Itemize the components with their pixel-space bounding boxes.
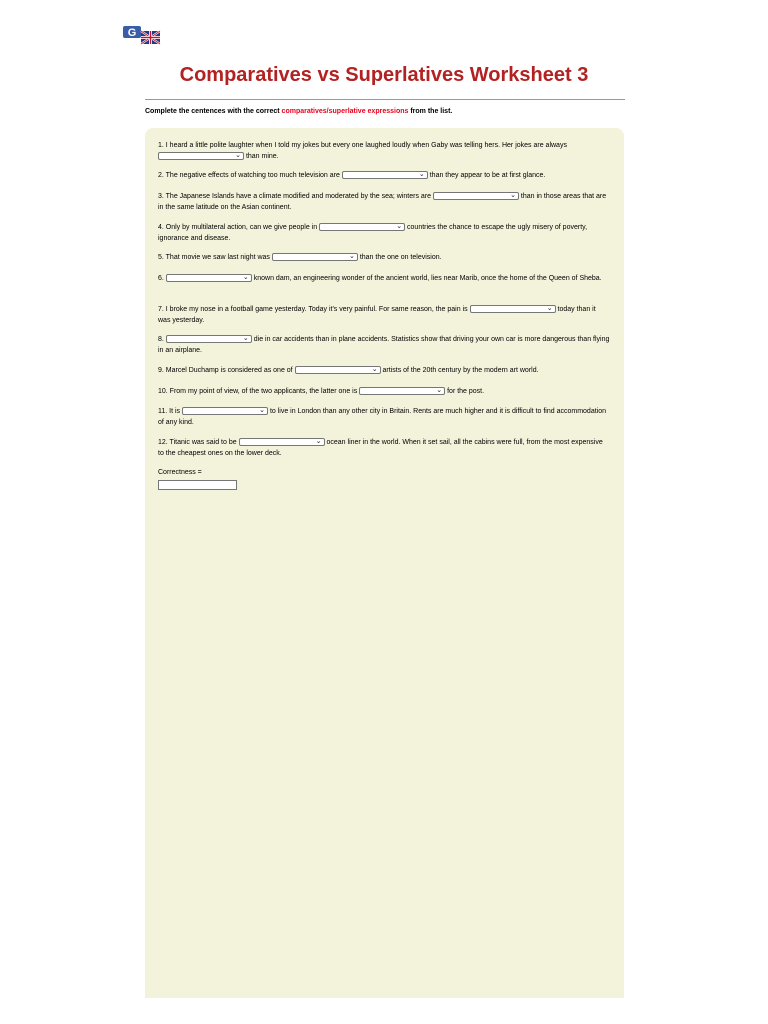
- question-6: [158, 274, 610, 285]
- question-text: 1. I heard a little polite laughter when I told my jokes but every one laughed loudly when Gaby was telling hers. Her jokes are always: [158, 142, 567, 149]
- question-9: [158, 366, 610, 377]
- question-10: [158, 387, 610, 398]
- answer-select-5[interactable]: [272, 253, 358, 261]
- question-11: [158, 407, 610, 428]
- question-12: [158, 438, 610, 459]
- question-text-end: artists of the 20th century by the modern art world.: [380, 367, 539, 374]
- question-2: [158, 171, 610, 182]
- chevron-down-icon: ⌄: [436, 387, 443, 395]
- question-text-end: for the post.: [445, 388, 485, 395]
- instructions-text: Complete the centences with the correct: [145, 108, 282, 115]
- question-text: 8.: [158, 336, 166, 343]
- question-text-end: than the one on television.: [357, 254, 442, 261]
- chevron-down-icon: ⌄: [242, 335, 249, 343]
- chevron-down-icon: ⌄: [371, 366, 378, 374]
- question-text: 4. Only by multilateral action, can we give people in: [158, 224, 320, 231]
- question-text: 10. From my point of view, of the two applicants, the latter one is: [158, 388, 360, 395]
- instructions: [145, 108, 625, 115]
- answer-select-3[interactable]: [433, 192, 519, 200]
- question-text: 6.: [158, 275, 166, 282]
- answer-select-7[interactable]: [470, 305, 556, 313]
- answer-select-8[interactable]: [166, 335, 252, 343]
- chevron-down-icon: ⌄: [396, 223, 403, 231]
- answer-select-11[interactable]: [182, 407, 268, 415]
- correctness-label: Correctness =: [158, 469, 202, 476]
- instructions-text-end: from the list.: [408, 108, 453, 115]
- question-8: [158, 335, 610, 356]
- question-text-end: die in car accidents than in plane accidents. Statistics show that driving your own car is more dangerous than flying in an airplane.: [158, 336, 610, 354]
- chevron-down-icon: ⌄: [546, 305, 553, 313]
- chevron-down-icon: ⌄: [259, 407, 265, 415]
- title-divider: [145, 99, 625, 100]
- answer-select-1[interactable]: [158, 152, 244, 160]
- answer-select-2[interactable]: [342, 171, 428, 179]
- question-text: 7. I broke my nose in a football game yesterday. Today it's very painful. For same reason, the pain is: [158, 306, 470, 313]
- question-text: 3. The Japanese Islands have a climate modified and moderated by the sea; winters are: [158, 193, 433, 200]
- question-text-end: than they appear to be at first glance.: [427, 172, 546, 179]
- chevron-down-icon: ⌄: [242, 274, 249, 282]
- question-text: 12. Titanic was said to be: [158, 439, 239, 446]
- question-7: [158, 305, 610, 326]
- answer-select-9[interactable]: [295, 366, 381, 374]
- answer-select-6[interactable]: [166, 274, 252, 282]
- question-5: [158, 253, 610, 264]
- answer-select-10[interactable]: [359, 387, 445, 395]
- question-text: 5. That movie we saw last night was: [158, 254, 272, 261]
- chevron-down-icon: ⌄: [349, 253, 355, 261]
- question-text-end: countries the chance to escape the ugly misery of poverty, ignorance and disease.: [158, 224, 588, 242]
- chevron-down-icon: ⌄: [315, 438, 322, 446]
- question-text-end: than mine.: [244, 152, 279, 160]
- question-text: 11. It is: [158, 408, 182, 415]
- instructions-highlight: comparatives/superlative expressions: [281, 108, 409, 115]
- site-logo-icon[interactable]: [123, 25, 163, 45]
- svg-text:G: G: [127, 27, 137, 39]
- question-text-end: today than it was yesterday.: [158, 306, 596, 324]
- question-text-end: than in those areas that are in the same latitude on the Asian continent.: [158, 193, 607, 211]
- question-text-end: ocean liner in the world. When it set sail, all the cabins were full, from the most expensive to the cheapest ones on the lower deck.: [158, 439, 603, 457]
- correctness-field[interactable]: [158, 480, 237, 490]
- answer-select-12[interactable]: [239, 438, 325, 446]
- question-text-end: to live in London than any other city in Britain. Rents are much higher and it is difficult to find accommodation of any kind.: [158, 408, 606, 426]
- question-3: [158, 192, 610, 213]
- chevron-down-icon: ⌄: [418, 171, 425, 179]
- question-4: [158, 223, 610, 244]
- chevron-down-icon: ⌄: [235, 151, 241, 159]
- page-title: Comparatives vs Superlatives Worksheet 3: [179, 64, 589, 86]
- question-text: 9. Marcel Duchamp is considered as one of: [158, 367, 295, 374]
- question-text-end: known dam, an engineering wonder of the ancient world, lies near Marib, once the home of the Queen of Sheba.: [251, 275, 602, 282]
- answer-select-4[interactable]: [319, 223, 405, 231]
- chevron-down-icon: ⌄: [510, 192, 516, 200]
- question-1: [158, 141, 610, 162]
- question-text: 2. The negative effects of watching too much television are: [158, 172, 342, 179]
